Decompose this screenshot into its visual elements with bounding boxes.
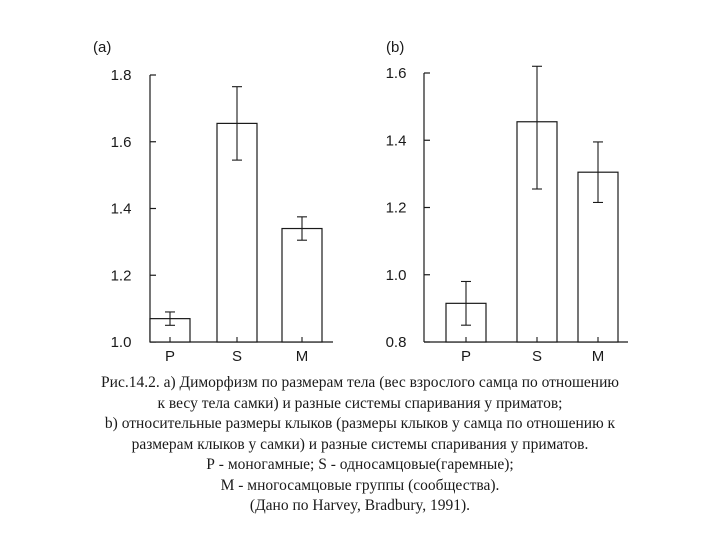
category-label: P [164,348,176,365]
y-tick-label: 1.2 [385,199,407,217]
y-tick-label: 1.0 [385,266,407,284]
bar [282,229,322,342]
y-tick-label: 1.4 [385,132,407,150]
y-tick-label: 1.6 [110,133,132,151]
y-tick-label: 1.6 [385,65,407,82]
category-label: S [231,348,243,365]
caption-line: к весу тела самки) и разные системы спаривания у приматов; [157,394,563,412]
caption-line: (Дано по Harvey, Bradbury, 1991). [249,497,471,514]
category-label: P [460,348,472,365]
panel-label: (a) [93,39,112,56]
caption-line: М - многосамцовые группы (сообщества). [220,476,500,494]
category-label: M [295,348,309,365]
category-label: M [591,348,605,365]
figure-caption [60,373,660,517]
caption-line: размерам клыков у самки) и разные системы спаривания у приматов. [131,435,589,453]
y-tick-label: 1.2 [110,267,132,285]
panel-label: (b) [386,39,405,56]
y-tick-label: 1.8 [110,67,132,84]
caption-line: b) относительные размеры клыков (размеры клыков у самца по отношению к [104,415,616,432]
y-tick-label: 1.0 [110,334,132,351]
y-tick-label: 1.4 [110,200,132,218]
y-tick-label: 0.8 [385,334,407,351]
category-label: S [531,348,543,365]
caption-line: Р - моногамные; S - односамцовые(гаремные); [206,456,514,473]
panel-b [386,39,628,365]
caption-line: Рис.14.2. а) Диморфизм по размерам тела (вес взрослого самца по отношению [101,374,619,391]
panel-a [93,39,333,365]
